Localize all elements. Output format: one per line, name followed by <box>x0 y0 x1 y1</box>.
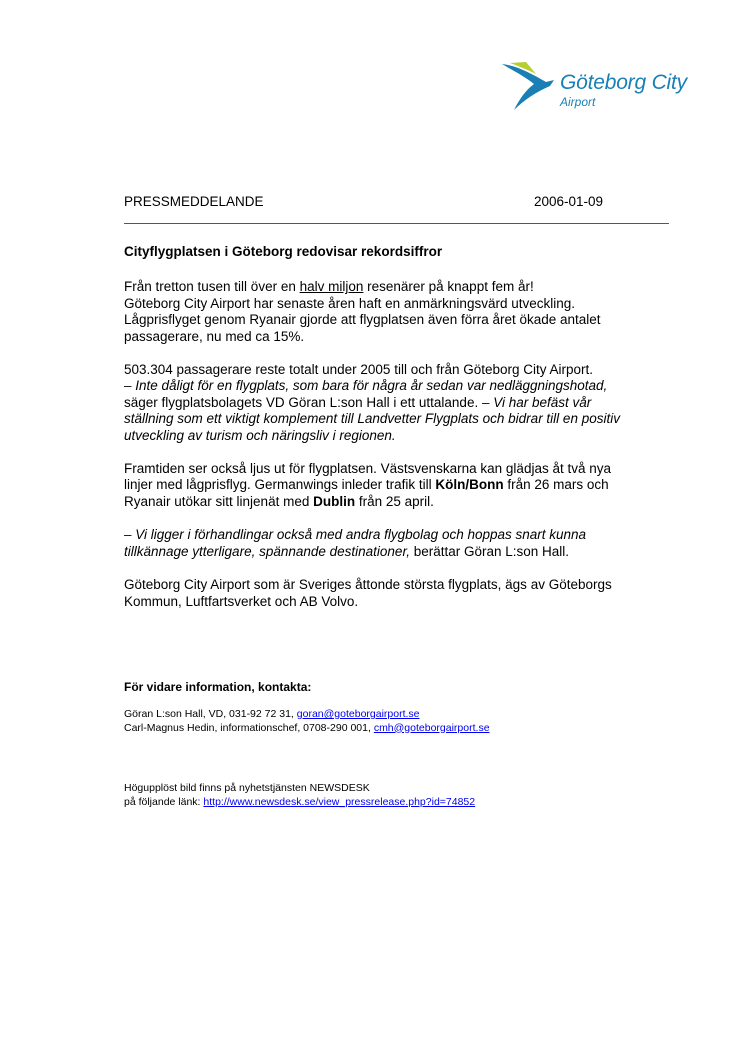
quote-line: utveckling av turism och näringsliv i regionen. <box>124 427 396 443</box>
footer-note <box>124 782 475 809</box>
contact-list <box>124 708 490 735</box>
paragraph-5 <box>124 577 654 610</box>
text-span: säger flygplatsbolagets VD Göran L:son Hall i ett uttalande. <box>124 394 482 410</box>
company-logo <box>496 58 696 118</box>
destination-koln-bonn: Köln/Bonn <box>435 477 504 493</box>
press-release-title: Cityflygplatsen i Göteborg redovisar rekordsiffror <box>124 244 443 259</box>
logo-name: Göteborg City <box>560 71 687 94</box>
contact-2-text: Carl-Magnus Hedin, informationschef, 0708-290 001, <box>124 721 374 734</box>
text-span: från 25 april. <box>355 493 434 509</box>
contact-1-text: Göran L:son Hall, VD, 031-92 72 31, <box>124 708 297 720</box>
quote-line: ställning som ett viktigt komplement till Landvetter Flygplats och bidrar till en positiv <box>124 411 620 427</box>
quote-line: – Vi ligger i förhandlingar också med andra flygbolag och hoppas snart kunna <box>124 527 587 543</box>
paragraph-1 <box>124 279 654 345</box>
text-line: Lågprisflyget genom Ryanair gjorde att flygplatsen även förra året ökade antalet <box>124 312 601 328</box>
destination-dublin: Dublin <box>313 493 356 509</box>
airplane-wing-logo-icon <box>496 58 560 118</box>
text-span: linjer med lågprisflyg. Germanwings inleder trafik till <box>124 477 436 493</box>
text-span: resenärer på knappt fem år! <box>363 279 534 295</box>
text-line: Göteborg City Airport som är Sveriges åttonde största flygplats, ägs av Göteborgs <box>124 577 612 593</box>
underlined-phrase: halv miljon <box>299 279 364 295</box>
document-type: PRESSMEDDELANDE <box>124 194 264 209</box>
text-line: Framtiden ser också ljus ut för flygplatsen. Västsvenskarna kan glädjas åt två nya <box>124 461 611 477</box>
press-release-body <box>124 244 654 627</box>
footer-text: på följande länk: <box>124 795 204 808</box>
logo-subtitle: Airport <box>560 95 596 109</box>
paragraph-3 <box>124 461 654 510</box>
quote-line: – Inte dåligt för en flygplats, som bara för några år sedan var nedläggningshotad, <box>124 378 608 394</box>
contact-heading: För vidare information, kontakta: <box>124 680 312 694</box>
newsdesk-link[interactable]: http://www.newsdesk.se/view_pressrelease.php?id=74852 <box>203 795 476 808</box>
contact-2-email-link[interactable]: cmh@goteborgairport.se <box>373 721 490 734</box>
text-span: från 26 mars och <box>503 477 609 493</box>
text-line: 503.304 passagerare reste totalt under 2005 till och från Göteborg City Airport. <box>124 362 594 378</box>
text-span: Ryanair utökar sitt linjenät med <box>124 493 314 509</box>
text-line: Göteborg City Airport har senaste åren haft en anmärkningsvärd utveckling. <box>124 295 575 311</box>
text-span: Från tretton tusen till över en <box>124 279 300 295</box>
header-divider <box>124 223 669 224</box>
quote-span: – Vi har befäst vår <box>481 394 592 410</box>
text-line: Kommun, Luftfartsverket och AB Volvo. <box>124 593 359 609</box>
quote-span: tillkännage ytterligare, spännande destinationer, <box>124 543 410 559</box>
document-date: 2006-01-09 <box>534 194 604 209</box>
text-span: berättar Göran L:son Hall. <box>409 543 570 559</box>
contact-1-email-link[interactable]: goran@goteborgairport.se <box>296 708 420 720</box>
text-line: passagerare, nu med ca 15%. <box>124 328 305 344</box>
footer-line: Högupplöst bild finns på nyhetstjänsten NEWSDESK <box>124 782 370 794</box>
paragraph-4 <box>124 527 654 560</box>
paragraph-2 <box>124 362 654 444</box>
